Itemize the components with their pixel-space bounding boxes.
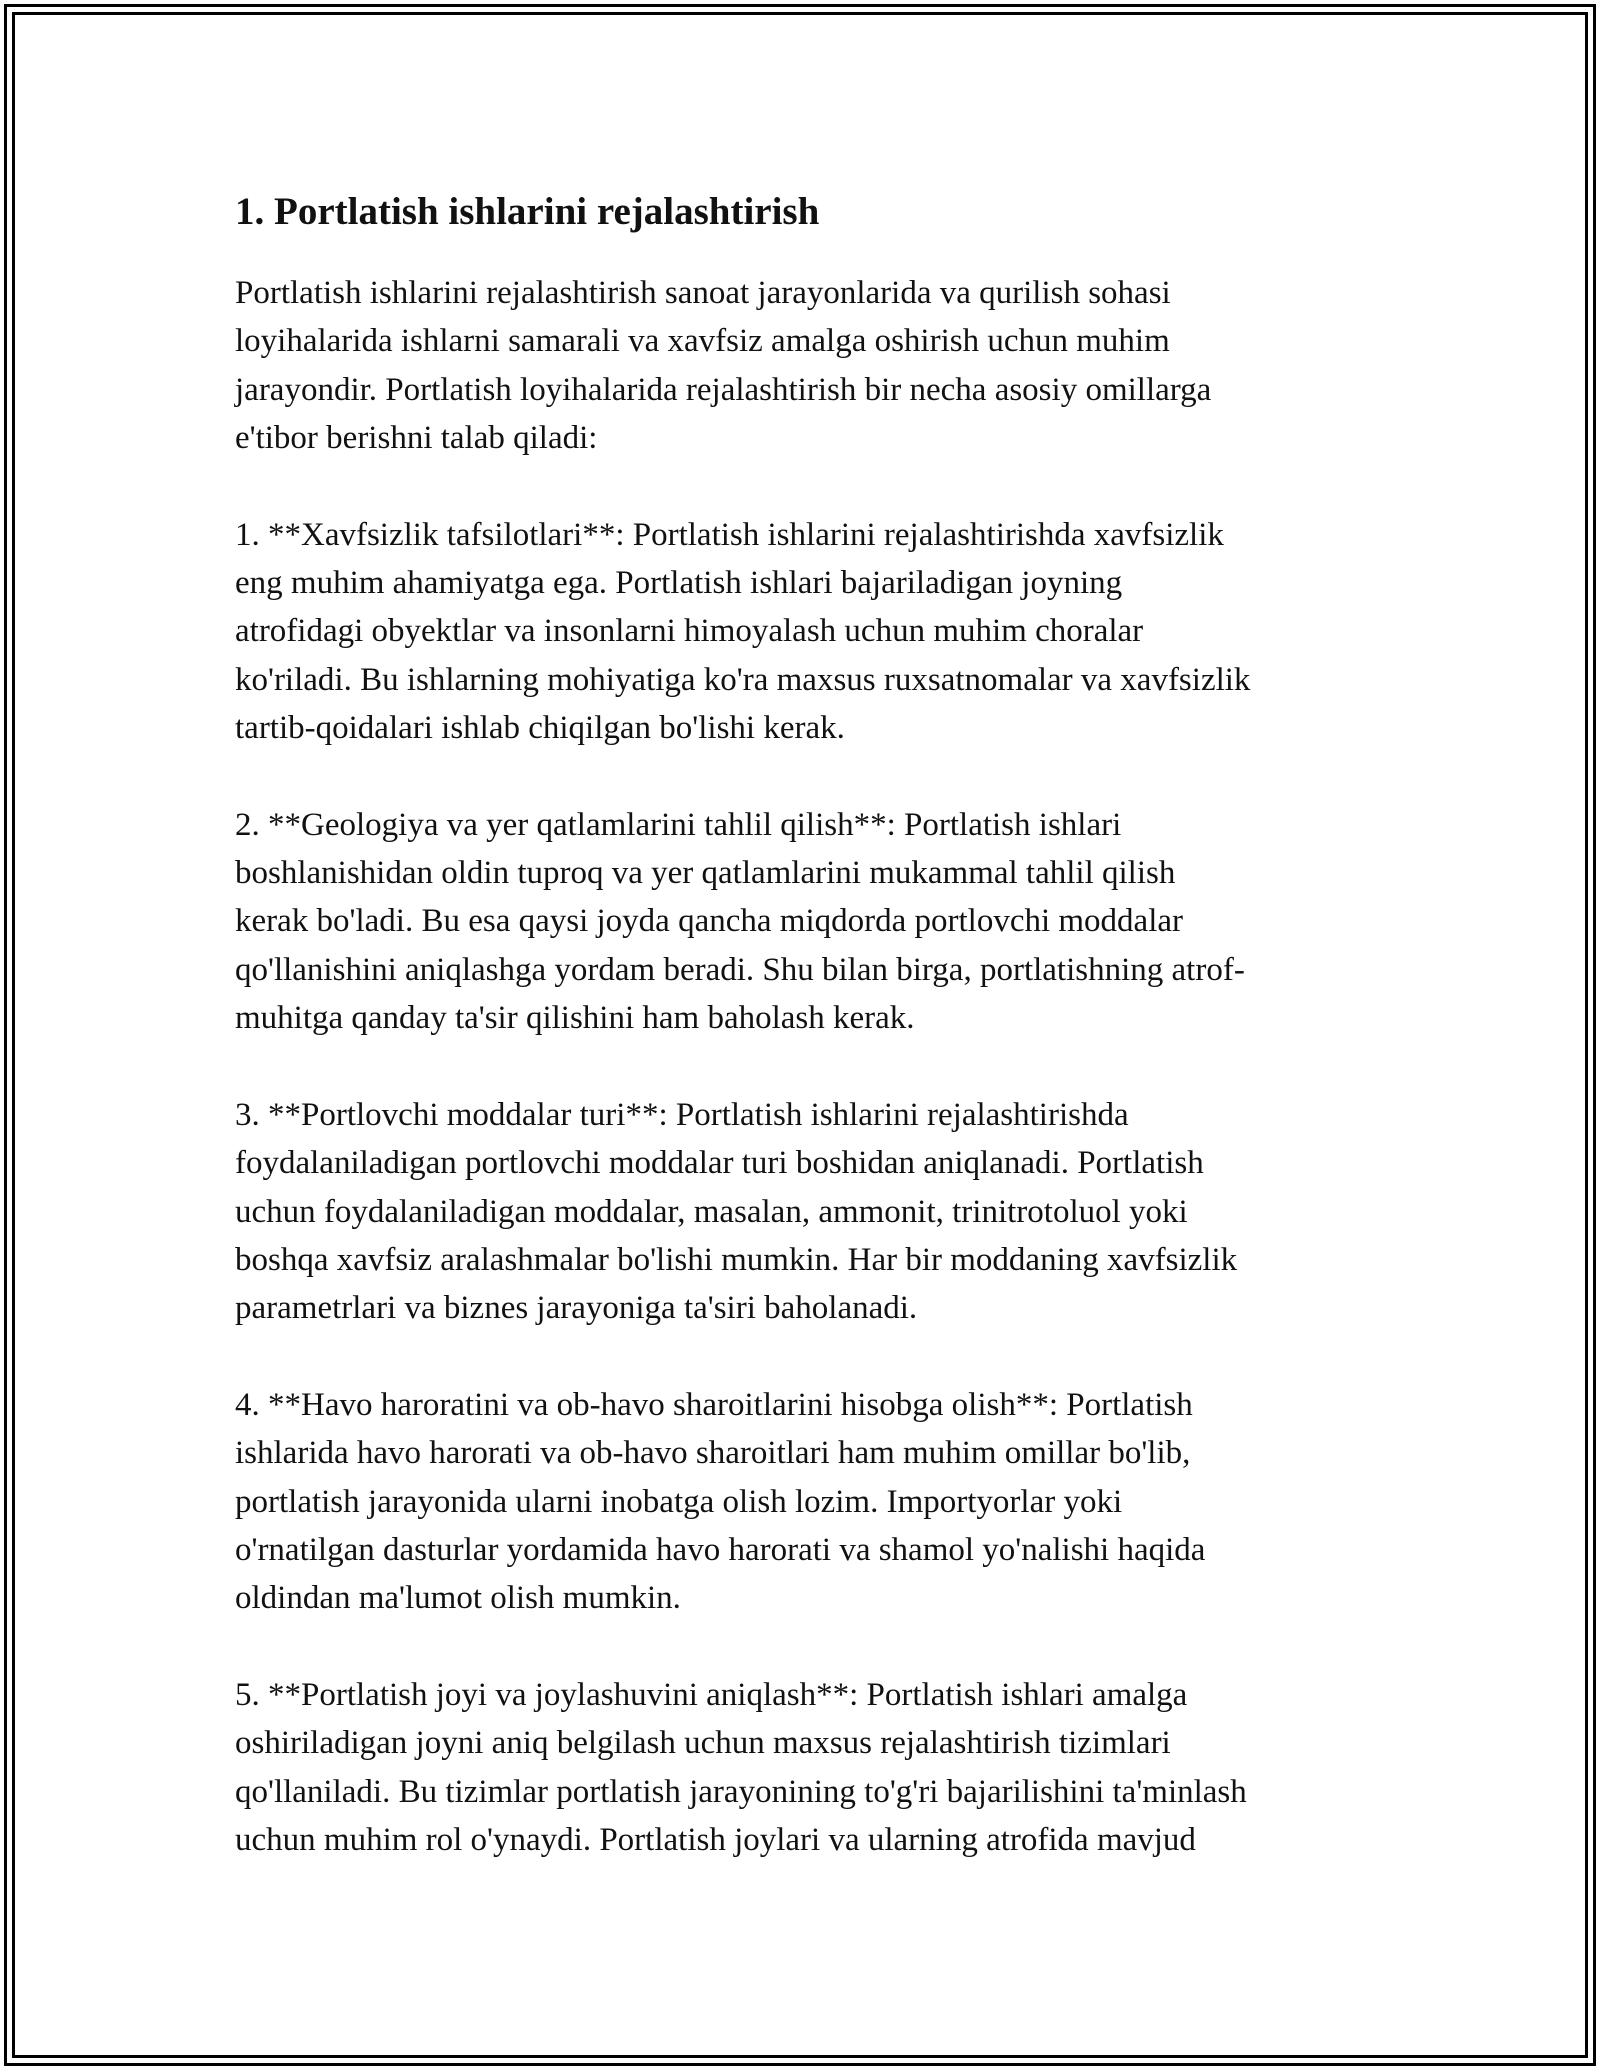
intro-paragraph: Portlatish ishlarini rejalashtirish sanoat jarayonlarida va qurilish sohasi loyihalarida ishlarni samarali va xavfsiz amalga oshirish uchun muhim jarayondir. Portlatish loyihalarida rejalashtirish bir necha asosiy omillarga e'tibor berishni talab qiladi: — [235, 275, 1212, 457]
list-item-location: 5. **Portlatish joyi va joylashuvini aniqlash**: Portlatish ishlari amalga oshiriladigan joyni aniq belgilash uchun maxsus rejalashtirish tizimlari qo'llaniladi. Bu tizimlar portlatish jarayonining to'g'ri bajarilishini ta'minlash uchun muhim rol o'ynaydi. Portlatish joylari va ularning atrofida mavjud — [235, 1676, 1247, 1858]
list-item-geology: 2. **Geologiya va yer qatlamlarini tahlil qilish**: Portlatish ishlari boshlanishidan oldin tuproq va yer qatlamlarini mukammal tahlil qilish kerak bo'ladi. Bu esa qaysi joyda qancha miqdorda portlovchi moddalar qo'llanishini aniqlashga yordam beradi. Shu bilan birga, portlatishning atrof- muhitga qanday ta'sir qilishini ham baholash kerak. — [235, 806, 1245, 1037]
document-body — [235, 186, 1375, 1912]
list-item-weather: 4. **Havo haroratini va ob-havo sharoitlarini hisobga olish**: Portlatish ishlarida havo harorati va ob-havo sharoitlari ham muhim omillar bo'lib, portlatish jarayonida ularni inobatga olish lozim. Importyorlar yoki o'rnatilgan dasturlar yordamida havo harorati va shamol yo'nalishi haqida oldindan ma'lumot olish mumkin. — [235, 1386, 1206, 1617]
list-item-safety: 1. **Xavfsizlik tafsilotlari**: Portlatish ishlarini rejalashtirishda xavfsizlik eng muhim ahamiyatga ega. Portlatish ishlari bajariladigan joyning atrofidagi obyektlar va insonlarni himoyalash uchun muhim choralar ko'riladi. Bu ishlarning mohiyatiga ko'ra maxsus ruxsatnomalar va xavfsizlik tartib-qoidalari ishlab chiqilgan bo'lishi kerak. — [235, 516, 1251, 747]
list-item-explosive-types: 3. **Portlovchi moddalar turi**: Portlatish ishlarini rejalashtirishda foydalaniladigan portlovchi moddalar turi boshidan aniqlanadi. Portlatish uchun foydalaniladigan moddalar, masalan, ammonit, trinitrotoluol yoki boshqa xavfsiz aralashmalar bo'lishi mumkin. Har bir moddaning xavfsizlik parametrlari va biznes jarayoniga ta'siri baholanadi. — [235, 1096, 1238, 1327]
section-heading: 1. Portlatish ishlarini rejalashtirish — [235, 190, 820, 233]
